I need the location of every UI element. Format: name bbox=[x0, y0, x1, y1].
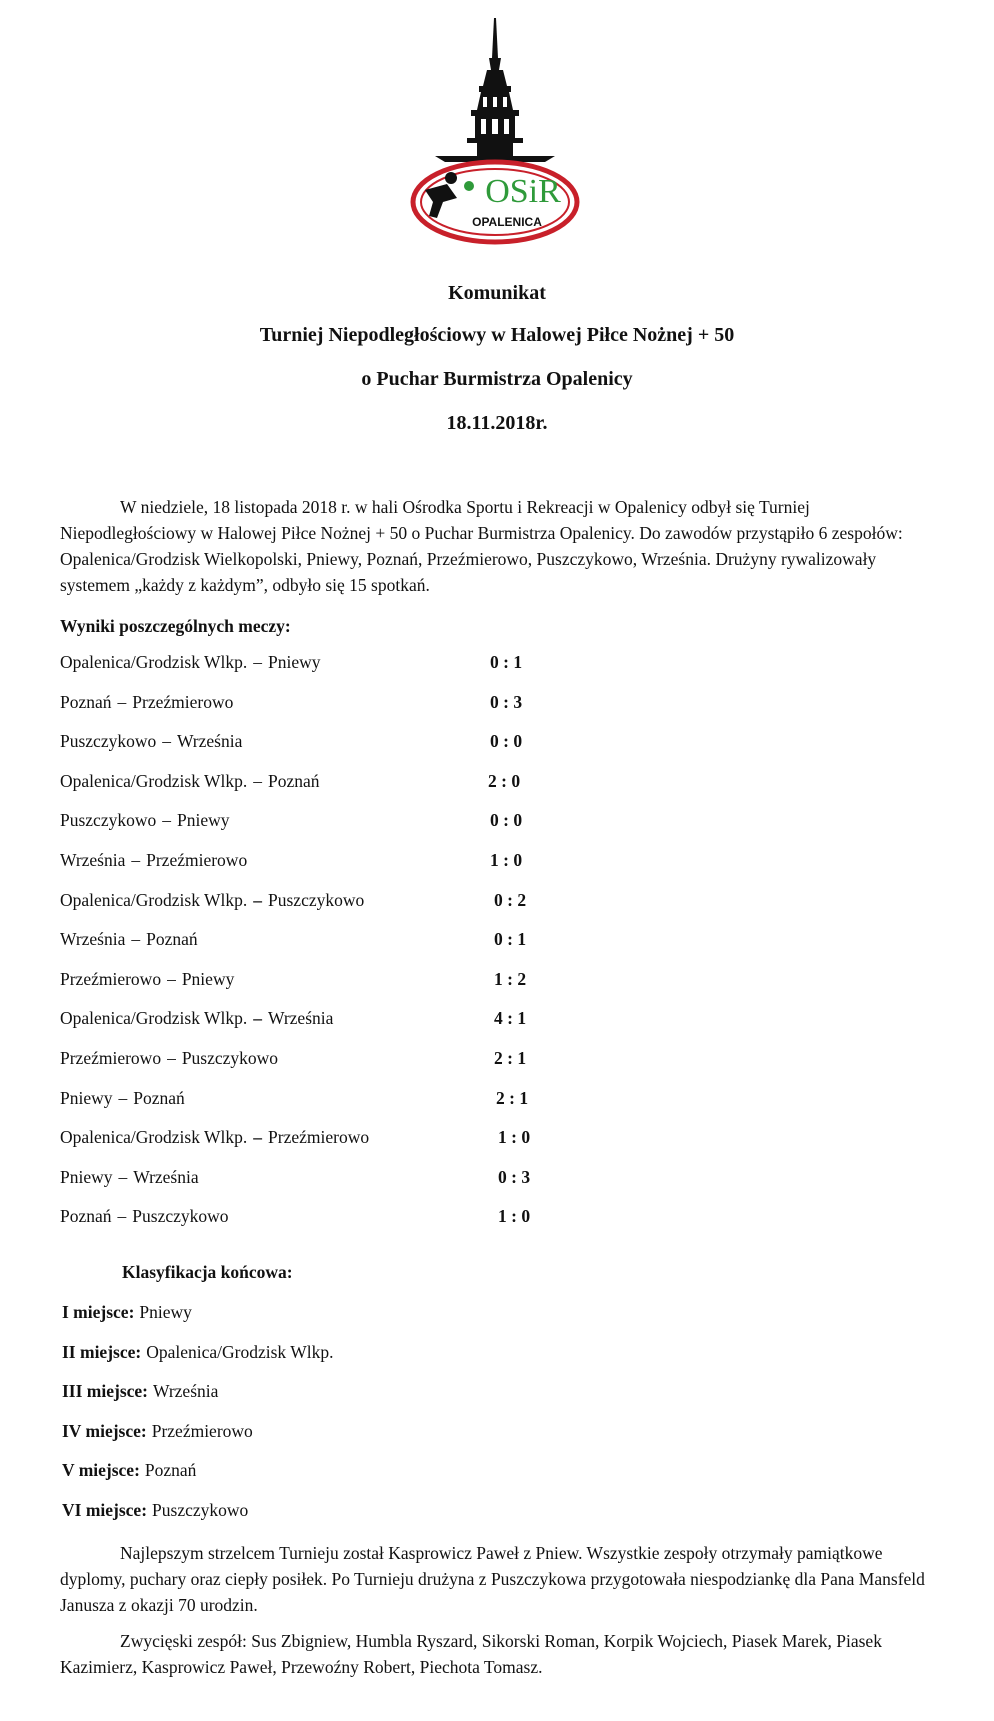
match-separator: – bbox=[253, 889, 263, 910]
match-score: 1 : 2 bbox=[494, 968, 527, 989]
match-row bbox=[60, 969, 660, 995]
match-separator: – bbox=[162, 810, 171, 831]
match-separator: – bbox=[118, 1166, 128, 1187]
match-away-team: Puszczykowo bbox=[268, 889, 365, 910]
intro-text: W niedziele, 18 listopada 2018 r. w hali Ośrodka Sportu i Rekreacji w Opalenicy odbył się Turniej Niepodległościowy w Halowej Piłce Nożnej + 50 o Puchar Burmistrza Opalenicy. Do zawodów przystąpiło 6 zespołów: Opalenica/Grodzisk Wielkopolski, Pniewy, Poznań, Przeźmierowo, Puszczykowo, Września. Drużyny rywalizowały systemem „każdy z każdym”, odbyło się 15 spotkań. bbox=[60, 497, 903, 595]
match-teams bbox=[60, 1048, 278, 1069]
place-team: Puszczykowo bbox=[152, 1500, 249, 1520]
match-row bbox=[60, 652, 660, 678]
match-separator: – bbox=[131, 850, 141, 870]
match-away-team: Przeźmierowo bbox=[268, 1127, 370, 1148]
osir-opalenica-logo bbox=[395, 18, 595, 250]
match-teams bbox=[60, 731, 242, 752]
match-home-team: Puszczykowo bbox=[60, 731, 157, 752]
match-separator: – bbox=[131, 929, 141, 950]
match-row bbox=[60, 1048, 660, 1074]
place-row bbox=[62, 1500, 248, 1521]
match-row bbox=[60, 810, 660, 836]
match-home-team: Poznań bbox=[60, 691, 112, 712]
closing-text-2: Zwycięski zespół: Sus Zbigniew, Humbla Ryszard, Sikorski Roman, Korpik Wojciech, Piasek Marek, Piasek Kazimierz, Kasprowicz Paweł, Przewoźny Robert, Piechota Tomasz. bbox=[60, 1631, 882, 1677]
match-away-team: Przeźmierowo bbox=[146, 850, 248, 870]
logo-city: OPALENICA bbox=[472, 215, 542, 229]
match-away-team: Września bbox=[176, 731, 243, 752]
match-teams bbox=[60, 850, 247, 871]
place-label: IV miejsce: bbox=[62, 1420, 147, 1441]
place-label: I miejsce: bbox=[62, 1302, 135, 1322]
match-home-team: Puszczykowo bbox=[60, 810, 157, 831]
match-away-team: Poznań bbox=[146, 929, 198, 950]
header-tournament: Turniej Niepodległościowy w Halowej Piłce Nożnej + 50 bbox=[259, 324, 735, 346]
match-score: 0 : 3 bbox=[490, 691, 523, 712]
match-teams bbox=[60, 1206, 229, 1227]
match-teams bbox=[60, 1167, 199, 1188]
match-score: 0 : 1 bbox=[490, 652, 523, 672]
tower-icon bbox=[435, 18, 555, 162]
match-score: 4 : 1 bbox=[494, 1008, 527, 1029]
logo-acronym: OSiR bbox=[485, 173, 561, 210]
match-separator: – bbox=[117, 1206, 127, 1227]
match-away-team: Poznań bbox=[133, 1087, 185, 1108]
closing-paragraph-1 bbox=[60, 1540, 940, 1618]
match-away-team: Przeźmierowo bbox=[132, 691, 234, 712]
match-away-team: Puszczykowo bbox=[181, 1048, 279, 1068]
match-score: 0 : 2 bbox=[494, 889, 527, 910]
closing-paragraph-2 bbox=[60, 1628, 940, 1680]
match-score: 0 : 1 bbox=[494, 929, 527, 950]
match-teams bbox=[60, 1127, 369, 1148]
match-row bbox=[60, 731, 660, 757]
match-score: 2 : 0 bbox=[488, 770, 521, 791]
match-separator: – bbox=[117, 691, 127, 712]
match-teams bbox=[60, 652, 321, 673]
match-score: 0 : 3 bbox=[498, 1166, 531, 1187]
place-label: VI miejsce: bbox=[62, 1500, 148, 1520]
place-team: Września bbox=[153, 1381, 219, 1402]
match-teams bbox=[60, 1088, 185, 1109]
match-separator: – bbox=[162, 731, 171, 752]
header-cup: o Puchar Burmistrza Opalenicy bbox=[361, 368, 633, 390]
match-teams bbox=[60, 1008, 333, 1029]
classification-title: Klasyfikacja końcowa: bbox=[122, 1262, 293, 1282]
match-home-team: Poznań bbox=[60, 1206, 112, 1227]
match-away-team: Puszczykowo bbox=[132, 1206, 229, 1227]
place-team: Poznań bbox=[144, 1460, 197, 1481]
match-row bbox=[60, 1088, 660, 1114]
ball-icon bbox=[464, 181, 474, 191]
match-away-team: Poznań bbox=[268, 770, 320, 791]
match-score: 2 : 1 bbox=[496, 1087, 529, 1108]
place-row bbox=[62, 1302, 192, 1323]
match-teams bbox=[60, 771, 320, 792]
match-away-team: Września bbox=[133, 1166, 199, 1187]
match-separator: – bbox=[167, 968, 176, 989]
match-home-team: Opalenica/Grodzisk Wlkp. bbox=[60, 1127, 248, 1148]
match-separator: – bbox=[253, 1127, 263, 1148]
results-title: Wyniki poszczególnych meczy: bbox=[60, 616, 291, 636]
match-row bbox=[60, 929, 660, 955]
match-away-team: Pniewy bbox=[176, 810, 230, 831]
match-home-team: Września bbox=[60, 929, 126, 950]
match-home-team: Pniewy bbox=[60, 1087, 113, 1108]
match-score: 1 : 0 bbox=[490, 850, 523, 870]
match-away-team: Września bbox=[268, 1008, 334, 1029]
match-home-team: Opalenica/Grodzisk Wlkp. bbox=[60, 889, 248, 910]
match-row bbox=[60, 890, 660, 916]
place-label: II miejsce: bbox=[62, 1341, 142, 1362]
match-row bbox=[60, 850, 660, 876]
match-score: 0 : 0 bbox=[490, 731, 523, 752]
header-title: Komunikat bbox=[448, 282, 546, 304]
match-score: 0 : 0 bbox=[490, 810, 523, 831]
place-team: Pniewy bbox=[139, 1302, 192, 1322]
match-home-team: Przeźmierowo bbox=[60, 1048, 162, 1068]
match-row bbox=[60, 771, 660, 797]
match-home-team: Pniewy bbox=[60, 1166, 113, 1187]
match-teams bbox=[60, 929, 198, 950]
header-date: 18.11.2018r. bbox=[446, 412, 548, 434]
place-row bbox=[62, 1421, 253, 1442]
match-row bbox=[60, 1127, 660, 1153]
match-teams bbox=[60, 890, 364, 911]
match-teams bbox=[60, 692, 233, 713]
place-label: III miejsce: bbox=[62, 1381, 149, 1402]
place-label: V miejsce: bbox=[62, 1460, 140, 1481]
place-row bbox=[62, 1381, 218, 1402]
match-teams bbox=[60, 969, 234, 990]
place-row bbox=[62, 1342, 333, 1363]
match-away-team: Pniewy bbox=[268, 652, 321, 672]
closing-text-1: Najlepszym strzelcem Turnieju został Kasprowicz Paweł z Pniew. Wszystkie zespoły otrzymały pamiątkowe dyplomy, puchary oraz ciepły posiłek. Po Turnieju drużyna z Puszczykowa przygotowała niespodziankę dla Pana Mansfeld Janusza z okazji 70 urodzin. bbox=[60, 1543, 925, 1615]
match-row bbox=[60, 692, 660, 718]
match-score: 2 : 1 bbox=[494, 1048, 527, 1068]
match-home-team: Opalenica/Grodzisk Wlkp. bbox=[60, 1008, 248, 1029]
match-teams bbox=[60, 810, 229, 831]
match-home-team: Przeźmierowo bbox=[60, 968, 162, 989]
match-home-team: Opalenica/Grodzisk Wlkp. bbox=[60, 770, 248, 791]
match-row bbox=[60, 1008, 660, 1034]
place-row bbox=[62, 1460, 196, 1481]
match-home-team: Września bbox=[60, 850, 126, 870]
match-row bbox=[60, 1206, 660, 1232]
match-row bbox=[60, 1167, 660, 1193]
place-team: Przeźmierowo bbox=[151, 1420, 253, 1441]
match-home-team: Opalenica/Grodzisk Wlkp. bbox=[60, 652, 248, 672]
match-separator: – bbox=[167, 1048, 176, 1068]
match-separator: – bbox=[253, 652, 263, 672]
match-score: 1 : 0 bbox=[498, 1206, 531, 1227]
match-score: 1 : 0 bbox=[498, 1127, 531, 1148]
match-separator: – bbox=[253, 1008, 263, 1029]
match-away-team: Pniewy bbox=[181, 968, 235, 989]
match-separator: – bbox=[253, 770, 263, 791]
intro-paragraph bbox=[60, 494, 940, 598]
place-team: Opalenica/Grodzisk Wlkp. bbox=[146, 1341, 334, 1362]
match-separator: – bbox=[118, 1087, 128, 1108]
